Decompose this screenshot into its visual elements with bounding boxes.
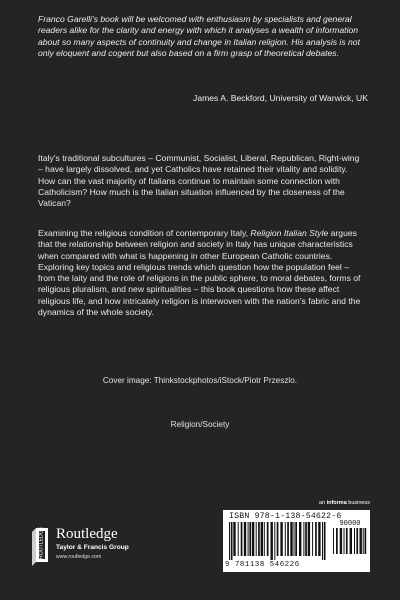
blurb-paragraph-2	[38, 228, 364, 318]
barcode-addon-digits: 90000	[339, 520, 361, 528]
isbn-label: ISBN 978-1-138-54622-6	[229, 512, 342, 521]
publisher-url: www.routledge.com	[56, 554, 102, 560]
isbn-barcode	[223, 510, 370, 572]
informa-prefix: an	[318, 500, 327, 506]
informa-business-line	[319, 500, 370, 506]
routledge-mark-icon	[30, 526, 52, 568]
informa-name: informa	[326, 500, 347, 506]
ean-digits: 9 781138 546226	[225, 561, 300, 569]
publisher-logo	[30, 526, 170, 570]
routledge-spine-text: ROUTLEDGE	[38, 526, 45, 559]
barcode-addon-bars	[333, 528, 367, 558]
blurb-paragraph-2-lead: Examining the religious condition of contemporary Italy,	[38, 228, 251, 238]
blurb-paragraph-2-rest: argues that the relationship between religion and society in Italy has unique characteristics when compared with what is happening in other European Catholic countries. Exploring key topics and religious trends which question how the population feel – from the laity and the role of religions in the public sphere, to moral debates, forms of religious pluralism, and new spiritualities – this book questions how these affect religious life, and how intricately religion is interwoven with the nation’s fabric and the dynamics of the whole society.	[38, 228, 361, 318]
endorsement-attribution: James A. Beckford, University of Warwick, UK	[193, 93, 368, 103]
informa-suffix: business	[346, 500, 370, 506]
blurb-paragraph-1: Italy’s traditional subcultures – Communist, Socialist, Liberal, Republican, Right-wing – have largely dissolved, and yet Catholics have retained their vitality and solidity. How can the vast majority of Italians continue to maintain some connection with Catholicism? How much is the Italian situation influenced by the closeness of the Vatican?	[38, 153, 360, 209]
subject-category: Religion/Society	[170, 420, 230, 429]
publisher-group: Taylor & Francis Group	[56, 544, 129, 551]
book-title-italic: Religion Italian Style	[250, 228, 329, 238]
publisher-name: Routledge	[56, 526, 118, 542]
cover-image-credit: Cover image: Thinkstockphotos/iStock/Piotr Przeszlo.	[102, 376, 298, 385]
barcode-bars	[229, 522, 327, 560]
endorsement-quote: Franco Garelli’s book will be welcomed with enthusiasm by specialists and general readers alike for the clarity and energy with which it analyses a wealth of information about so many aspects of continuity and change in Italian religion. His analysis is not only eloquent and cogent but also based on a firm grasp of theoretical debates.	[38, 14, 360, 58]
